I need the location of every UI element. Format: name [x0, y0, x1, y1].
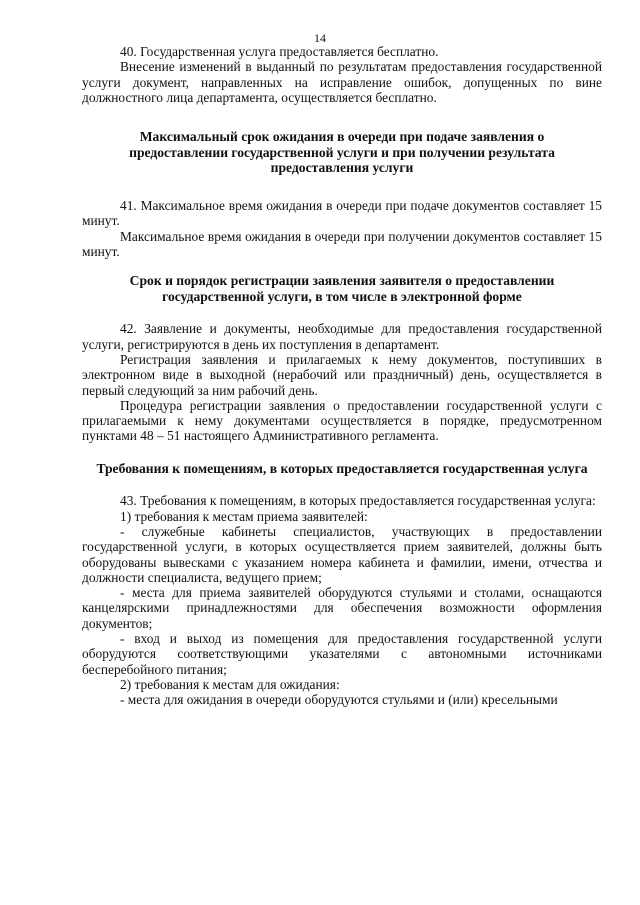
paragraph-40-corrections: Внесение изменений в выданный по результатам предоставления государственной услуги документ, направленных на исправление ошибок, допущенных по вине должностного лица департамента, осуществляется бесплатно.	[82, 59, 602, 105]
page-number: 14	[314, 31, 326, 45]
paragraph-43-entrance: - вход и выход из помещения для предоставления государственной услуги оборудуются соответствующими указателями с автономными источниками бесперебойного питания;	[82, 630, 602, 677]
paragraph-43-reception-title: 1) требования к местам приема заявителей:	[120, 508, 368, 524]
paragraph-43-waiting-places: - места для ожидания в очереди оборудуются стульями и (или) кресельными	[120, 692, 558, 708]
paragraph-43-offices: - служебные кабинеты специалистов, участвующих в предоставлении государственной услуги, в которых осуществляется прием заявителей, должны быть оборудованы вывесками с указанием номера кабинета и фамилии, имени, отчества и должности специалиста, ведущего прием;	[82, 523, 602, 585]
paragraph-43-reception-places: - места для приема заявителей оборудуются стульями и столами, оснащаются канцелярскими принадлежностями для обеспечения возможности оформления документов;	[82, 585, 602, 631]
paragraph-42-procedure: Процедура регистрации заявления о предоставлении государственной услуги с прилагаемыми к нему документами осуществляется в порядке, предусмотренном пунктами 48 – 51 настоящего Административного регламента.	[82, 397, 602, 444]
paragraph-43-waiting-title: 2) требования к местам для ожидания:	[120, 676, 340, 692]
paragraph-42-electronic: Регистрация заявления и прилагаемых к нему документов, поступивших в электронном виде в выходной (нерабочий или праздничный) день, осуществляется в первый следующий за ним рабочий день.	[82, 351, 602, 398]
paragraph-42: 42. Заявление и документы, необходимые для предоставления государственной услуги, регистрируются в день их поступления в департамент.	[82, 321, 602, 352]
heading-registration: Срок и порядок регистрации заявления заявителя о предоставлении государственной услуги, в том числе в электронной форме	[129, 273, 555, 304]
paragraph-41: 41. Максимальное время ожидания в очереди при подаче документов составляет 15 минут.	[82, 197, 602, 229]
paragraph-40: 40. Государственная услуга предоставляется бесплатно.	[120, 44, 439, 59]
paragraph-43: 43. Требования к помещениям, в которых предоставляется государственная услуга:	[120, 493, 596, 509]
paragraph-41-receipt: Максимальное время ожидания в очереди при получении документов составляет 15 минут.	[82, 228, 602, 259]
document-body	[82, 44, 602, 707]
heading-queue-wait-time: Максимальный срок ожидания в очереди при подаче заявления о предоставлении государственной услуги и при получении результата предоставления услуги	[129, 129, 555, 176]
heading-premises: Требования к помещениям, в которых предоставляется государственная услуга	[96, 460, 588, 476]
